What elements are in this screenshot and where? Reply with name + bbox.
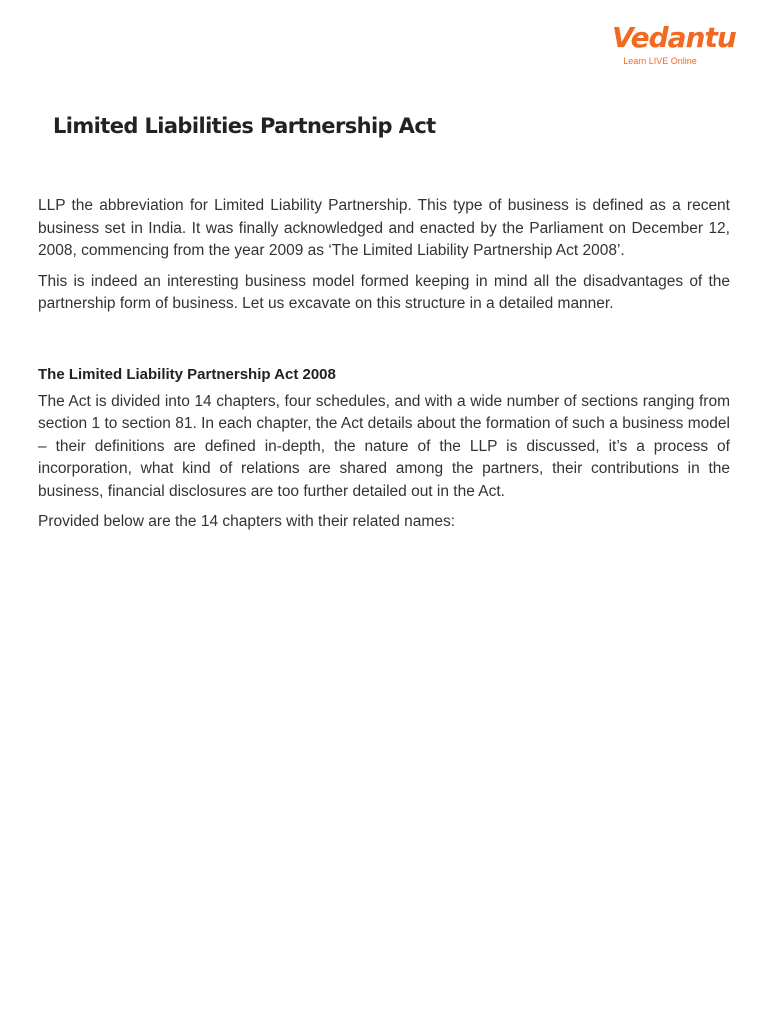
section-paragraph-1: The Act is divided into 14 chapters, four schedules, and with a wide number of sections ranging from section 1 to section 81. In each chapter, the Act details about the formation of such a business model – their definitions are defined in-depth, the nature of the LLP is discussed, it’s a process of incorporation, what kind of relations are shared among the partners, their contributions in the business, financial disclosures are too further detailed out in the Act. [38, 392, 730, 500]
section-paragraph-2: Provided below are the 14 chapters with their related names: [38, 513, 456, 530]
logo-wordmark: Vedantu [612, 21, 736, 54]
intro-paragraph-1: LLP the abbreviation for Limited Liability Partnership. This type of business is defined as a recent business set in India. It was finally acknowledged and enacted by the Parliament on December 12, 2008, commencing from the year 2009 as ‘The Limited Liability Partnership Act 2008’. [38, 197, 730, 259]
intro-paragraph-2: This is indeed an interesting business model formed keeping in mind all the disadvantages of the partnership form of business. Let us excavate on this structure in a detailed manner. [38, 272, 730, 312]
page-title: Limited Liabilities Partnership Act [53, 114, 436, 138]
document-body [38, 195, 730, 542]
section-heading: The Limited Liability Partnership Act 2008 [38, 365, 336, 383]
vedantu-logo[interactable] [612, 21, 736, 66]
logo-tagline: Learn LIVE Online [623, 56, 697, 66]
